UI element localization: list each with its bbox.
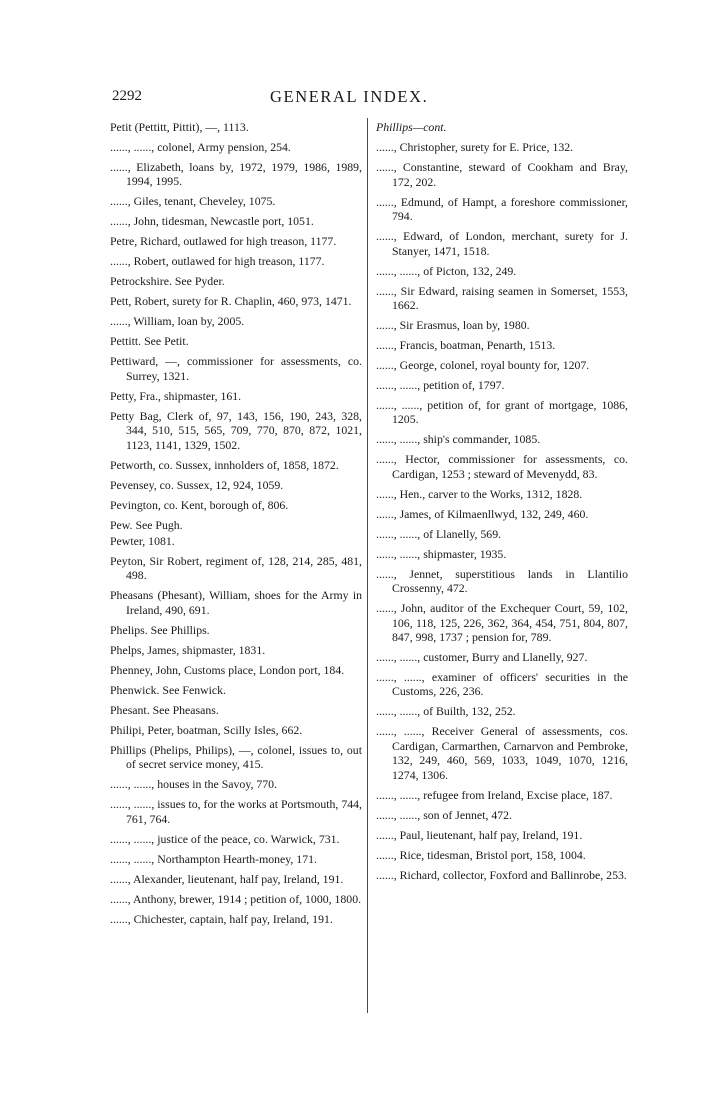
- index-entry: ......, ......, justice of the peace, co. Warwick, 731.: [110, 831, 340, 846]
- index-entry: ......, Anthony, brewer, 1914 ; petition of, 1000, 1800.: [110, 891, 362, 906]
- index-entry: Phenney, John, Customs place, London port, 184.: [110, 662, 345, 677]
- index-entry: Pettiward, —, commissioner for assessments, co. Surrey, 1321.: [110, 354, 362, 383]
- index-entry: Petty, Fra., shipmaster, 161.: [110, 388, 242, 403]
- index-entry: ......, ......, colonel, Army pension, 254.: [110, 140, 291, 154]
- index-entry: Philipi, Peter, boatman, Scilly Isles, 662.: [110, 722, 303, 737]
- left-column: [110, 120, 362, 932]
- index-entry: ......, ......, son of Jennet, 472.: [376, 807, 512, 822]
- index-entry: ......, ......, houses in the Savoy, 770.: [110, 777, 278, 792]
- index-entry: ......, William, loan by, 2005.: [110, 314, 245, 329]
- index-entry: ......, ......, petition of, 1797.: [376, 378, 505, 393]
- index-entry: ......, ......, petition of, for grant of mortgage, 1086, 1205.: [376, 398, 628, 427]
- index-entry: ......, ......, examiner of officers' securities in the Customs, 226, 236.: [376, 670, 628, 699]
- index-entry: ......, Paul, lieutenant, half pay, Ireland, 191.: [376, 827, 583, 842]
- index-entry: ......, Rice, tidesman, Bristol port, 158, 1004.: [376, 847, 586, 862]
- index-entry: Phelps, James, shipmaster, 1831.: [110, 642, 266, 657]
- index-entry: ......, ......, Northampton Hearth-money, 171.: [110, 851, 317, 866]
- right-column: [376, 120, 628, 888]
- index-entry: ......, Giles, tenant, Cheveley, 1075.: [110, 194, 276, 209]
- index-entry: Pett, Robert, surety for R. Chaplin, 460, 973, 1471.: [110, 294, 352, 309]
- index-entry: ......, ......, of Llanelly, 569.: [376, 526, 502, 541]
- index-entry: ......, Chichester, captain, half pay, Ireland, 191.: [110, 911, 333, 926]
- index-entry: ......, Robert, outlawed for high treason, 1177.: [110, 254, 325, 269]
- index-entry: Pevensey, co. Sussex, 12, 924, 1059.: [110, 477, 284, 492]
- index-entry: ......, Constantine, steward of Cookham and Bray, 172, 202.: [376, 160, 628, 189]
- index-entry: ......, Christopher, surety for E. Price, 132.: [376, 140, 574, 155]
- index-entry: ......, ......, of Builth, 132, 252.: [376, 704, 516, 719]
- continued-heading: [376, 120, 628, 134]
- column-divider: [367, 118, 368, 1013]
- index-entry: ......, Jennet, superstitious lands in Llantilio Crossenny, 472.: [376, 566, 628, 596]
- index-entry: ......, ......, ship's commander, 1085.: [376, 432, 541, 447]
- index-entry: Petrockshire. See Pyder.: [110, 274, 225, 289]
- index-entry: ......, ......, customer, Burry and Llanelly, 927.: [376, 650, 588, 665]
- index-entry: Phenwick. See Fenwick.: [110, 682, 226, 697]
- index-entry: ......, Sir Erasmus, loan by, 1980.: [376, 318, 530, 333]
- index-entry: ......, ......, shipmaster, 1935.: [376, 546, 507, 561]
- index-entry: ......, ......, of Picton, 132, 249.: [376, 263, 517, 278]
- index-entry: ......, John, auditor of the Exchequer Court, 59, 102, 106, 118, 125, 226, 362, 364, 454, 751, 804, 807, 847, 998, 1737 ; pension for, 789.: [376, 601, 628, 645]
- index-entry: Petty Bag, Clerk of, 97, 143, 156, 190, 243, 328, 344, 510, 515, 565, 709, 770, 870, 872, 1021, 1123, 1141, 1329, 1502.: [110, 408, 362, 452]
- index-entry: Phillips (Phelips, Philips), —, colonel, issues to, out of secret service money, 415.: [110, 742, 362, 772]
- index-entry: Petit (Pettitt, Pittit), —, 1113.: [110, 120, 249, 134]
- index-entry: ......, George, colonel, royal bounty for, 1207.: [376, 358, 590, 373]
- continued-heading-text: Phillips—cont.: [376, 120, 447, 134]
- index-entry: Peyton, Sir Robert, regiment of, 128, 214, 285, 481, 498.: [110, 554, 362, 583]
- index-entry: ......, Elizabeth, loans by, 1972, 1979, 1986, 1989, 1994, 1995.: [110, 160, 362, 189]
- index-entry: Phelips. See Phillips.: [110, 622, 210, 637]
- index-entry: ......, ......, Receiver General of assessments, cos. Cardigan, Carmarthen, Carnarvon and Pembroke, 132, 249, 460, 569, 1033, 1049, 1070, 1216, 1274, 1306.: [376, 724, 628, 782]
- index-entry: Pettitt. See Petit.: [110, 334, 189, 349]
- index-entry: Petworth, co. Sussex, innholders of, 1858, 1872.: [110, 457, 339, 472]
- index-entry: ......, ......, refugee from Ireland, Excise place, 187.: [376, 787, 613, 802]
- index-entry: ......, ......, issues to, for the works at Portsmouth, 744, 761, 764.: [110, 797, 362, 826]
- index-entry: Pew. See Pugh.: [110, 517, 183, 532]
- index-entry: ......, Edmund, of Hampt, a foreshore commissioner, 794.: [376, 194, 628, 224]
- index-entry: ......, Hector, commissioner for assessments, co. Cardigan, 1253 ; steward of Mevenydd, 83.: [376, 452, 628, 481]
- index-entry: ......, John, tidesman, Newcastle port, 1051.: [110, 214, 314, 229]
- index-entry: Petre, Richard, outlawed for high treason, 1177.: [110, 234, 337, 249]
- index-entry: ......, Richard, collector, Foxford and Ballinrobe, 253.: [376, 867, 627, 882]
- index-entry: ......, Francis, boatman, Penarth, 1513.: [376, 338, 556, 353]
- index-entry: Phesant. See Pheasans.: [110, 702, 219, 717]
- index-entry: ......, James, of Kilmaenllwyd, 132, 249, 460.: [376, 506, 589, 521]
- index-entry: ......, Sir Edward, raising seamen in Somerset, 1553, 1662.: [376, 283, 628, 313]
- page-number: 2292: [112, 88, 142, 104]
- index-entry: Pheasans (Phesant), William, shoes for the Army in Ireland, 490, 691.: [110, 588, 362, 617]
- index-entry: Pevington, co. Kent, borough of, 806.: [110, 497, 289, 512]
- index-entry: ......, Alexander, lieutenant, half pay, Ireland, 191.: [110, 871, 344, 886]
- page-title: GENERAL INDEX.: [270, 87, 429, 106]
- index-entry: Pewter, 1081.: [110, 534, 175, 549]
- index-entry: ......, Edward, of London, merchant, surety for J. Stanyer, 1471, 1518.: [376, 229, 628, 258]
- index-entry: ......, Hen., carver to the Works, 1312, 1828.: [376, 486, 583, 501]
